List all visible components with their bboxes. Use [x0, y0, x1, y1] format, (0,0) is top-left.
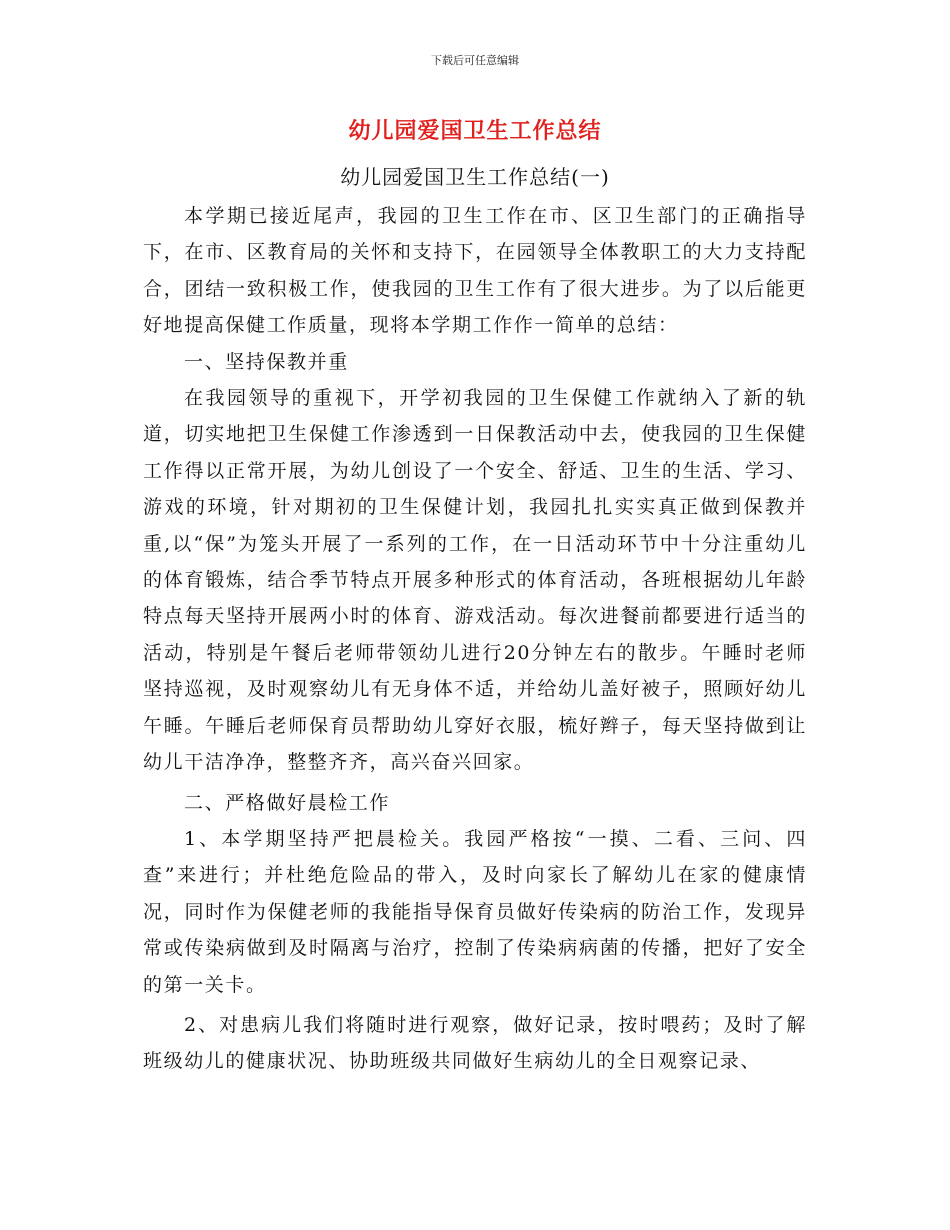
section-2-item-2: 2、对患病儿我们将随时进行观察，做好记录，按时喂药；及时了解班级幼儿的健康状况、协助班级共同做好生病幼儿的全日观察记录、 — [143, 1013, 807, 1073]
document-subtitle: 幼儿园爱国卫生工作总结(一) — [340, 165, 610, 189]
page-header-note: 下载后可任意编辑 — [431, 54, 519, 67]
section-heading-2: 二、严格做好晨检工作 — [184, 791, 391, 814]
section-2-item-1: 1、本学期坚持严把晨检关。我园严格按“一摸、二看、三问、四查”来进行；并杜绝危险品的带入，及时向家长了解幼儿在家的健康情况，同时作为保健老师的我能指导保育员做好传染病的防治工作，发现异常或传染病做到及时隔离与治疗，控制了传染病病菌的传播，把好了安全的第一关卡。 — [143, 827, 807, 996]
document-title: 幼儿园爱国卫生工作总结 — [348, 118, 602, 144]
intro-paragraph: 本学期已接近尾声，我园的卫生工作在市、区卫生部门的正确指导下，在市、区教育局的关怀和支持下，在园领导全体教职工的大力支持配合，团结一致积极工作，使我园的卫生工作有了很大进步。为了以后能更好地提高保健工作质量，现将本学期工作作一简单的总结： — [143, 205, 807, 337]
document-body — [143, 198, 807, 1080]
section-heading-1: 一、坚持保教并重 — [184, 350, 349, 373]
section-1-paragraph: 在我园领导的重视下，开学初我园的卫生保健工作就纳入了新的轨道，切实地把卫生保健工作渗透到一日保教活动中去，使我园的卫生保健工作得以正常开展，为幼儿创设了一个安全、舒适、卫生的生活、学习、游戏的环境，针对期初的卫生保健计划，我园扎扎实实真正做到保教并重,以“保”为笼头开展了一系列的工作，在一日活动环节中十分注重幼儿的体育锻炼，结合季节特点开展多种形式的体育活动，各班根据幼儿年龄特点每天坚持开展两小时的体育、游戏活动。每次进餐前都要进行适当的活动，特别是午餐后老师带领幼儿进行20分钟左右的散步。午睡时老师坚持巡视，及时观察幼儿有无身体不适，并给幼儿盖好被子，照顾好幼儿午睡。午睡后老师保育员帮助幼儿穿好衣服，梳好辫子，每天坚持做到让幼儿干洁净净，整整齐齐，高兴奋兴回家。 — [143, 387, 807, 774]
